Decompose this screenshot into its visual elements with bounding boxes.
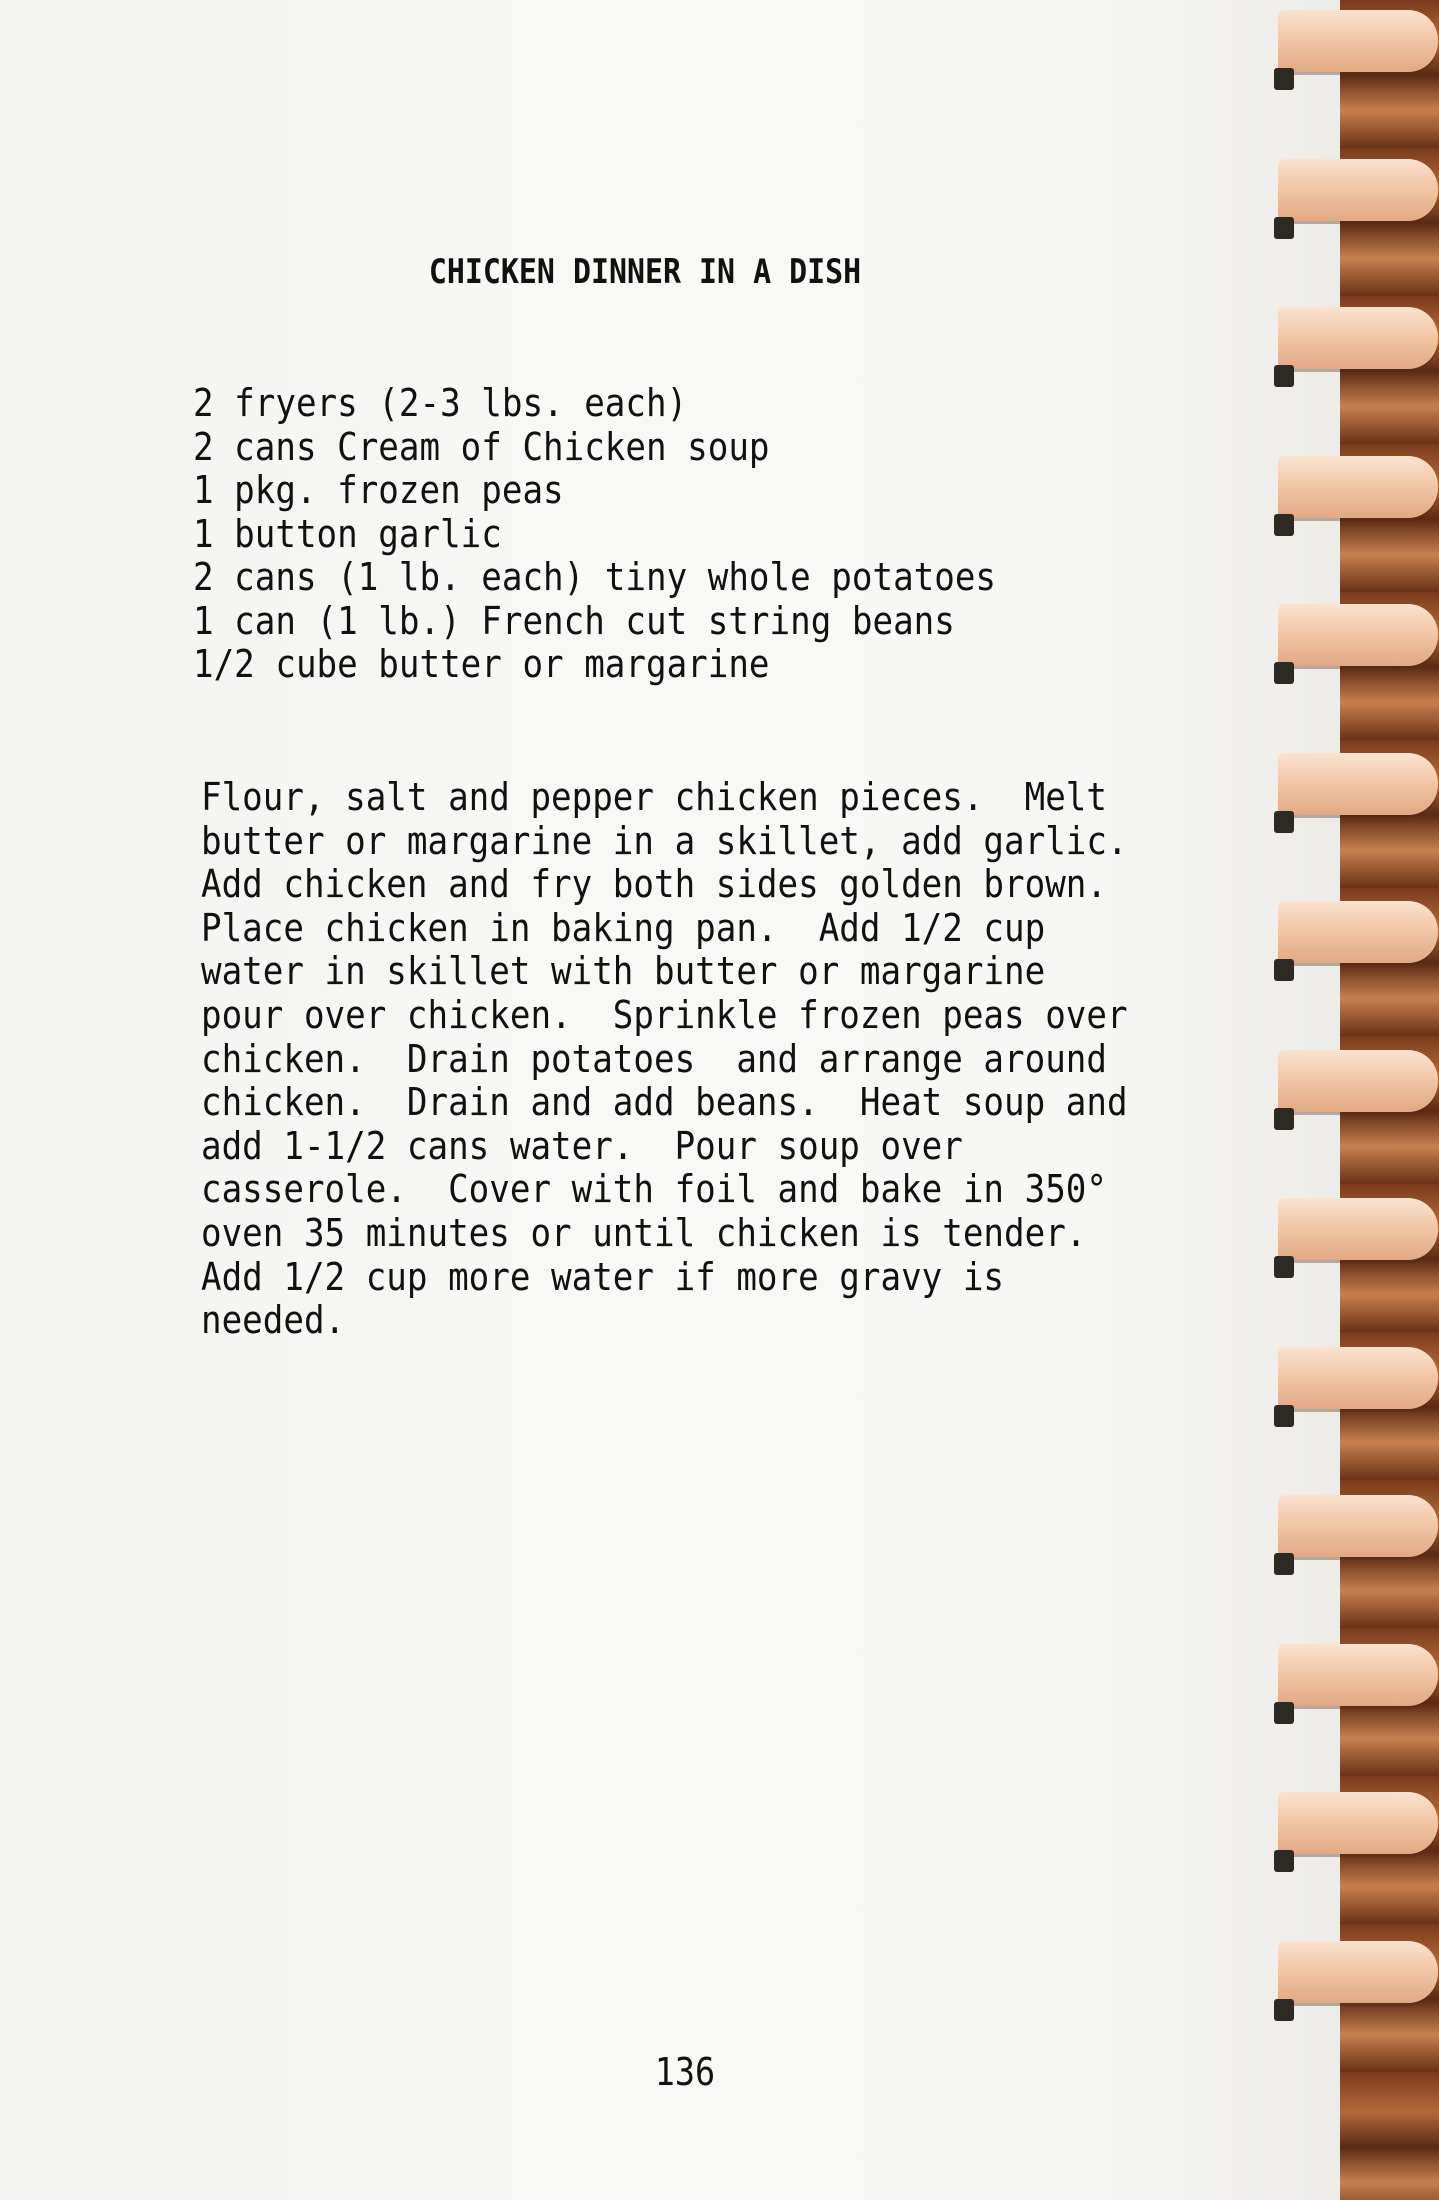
binding-ring: [1278, 753, 1438, 815]
binding-hole: [1274, 1553, 1294, 1575]
directions-line: Add 1/2 cup more water if more gravy is: [201, 1254, 1005, 1299]
binding-ring: [1278, 1347, 1438, 1409]
directions-line: Add chicken and fry both sides golden brown.: [201, 862, 1107, 907]
binding-hole: [1274, 1702, 1294, 1724]
directions-line: chicken. Drain and add beans. Heat soup and: [201, 1080, 1128, 1125]
binding-hole: [1274, 1256, 1294, 1278]
directions-line: Flour, salt and pepper chicken pieces. Melt: [201, 775, 1107, 819]
directions-paragraph: [201, 776, 1128, 1343]
binding-hole: [1274, 1405, 1294, 1427]
binding-hole: [1274, 217, 1294, 239]
ingredient-item: 1 button garlic: [193, 511, 502, 556]
binding-hole: [1274, 1999, 1294, 2021]
binding-ring: [1278, 307, 1438, 369]
ingredient-item: 2 cans (1 lb. each) tiny whole potatoes: [193, 555, 997, 599]
ingredient-item: 1 pkg. frozen peas: [193, 468, 564, 512]
ingredient-item: 1/2 cube butter or margarine: [193, 642, 770, 686]
ingredient-item: 1 can (1 lb.) French cut string beans: [193, 598, 955, 643]
binding-ring: [1278, 10, 1438, 72]
directions-line: butter or margarine in a skillet, add garlic.: [201, 818, 1128, 863]
binding-hole: [1274, 1850, 1294, 1872]
binding-hole: [1274, 68, 1294, 90]
binding-ring: [1278, 1941, 1438, 2003]
directions-line: casserole. Cover with foil and bake in 350°: [201, 1167, 1107, 1212]
recipe-title: CHICKEN DINNER IN A DISH: [428, 252, 862, 292]
binding-ring: [1278, 901, 1438, 963]
directions-line: water in skillet with butter or margarine: [201, 949, 1046, 994]
directions-line: Place chicken in baking pan. Add 1/2 cup: [201, 905, 1046, 950]
binding-hole: [1274, 514, 1294, 536]
directions-line: pour over chicken. Sprinkle frozen peas over: [201, 992, 1128, 1037]
binding-ring: [1278, 604, 1438, 666]
binding-hole: [1274, 811, 1294, 833]
ingredient-item: 2 fryers (2-3 lbs. each): [193, 381, 688, 425]
ingredient-item: 2 cans Cream of Chicken soup: [193, 424, 770, 469]
binding-ring: [1278, 159, 1438, 221]
binding-hole: [1274, 365, 1294, 387]
binding-ring: [1278, 1644, 1438, 1706]
binding-ring: [1278, 1050, 1438, 1112]
ingredient-list: [193, 382, 996, 687]
binding-hole: [1274, 662, 1294, 684]
binding-hole: [1274, 1108, 1294, 1130]
binding-ring: [1278, 1198, 1438, 1260]
binding-ring: [1278, 456, 1438, 518]
binding-ring: [1278, 1495, 1438, 1557]
directions-line: chicken. Drain potatoes and arrange around: [201, 1036, 1107, 1081]
directions-line: needed.: [201, 1298, 346, 1343]
binding-ring: [1278, 1792, 1438, 1854]
page-number: 136: [654, 2050, 716, 2094]
directions-line: oven 35 minutes or until chicken is tender.: [201, 1210, 1087, 1255]
directions-line: add 1-1/2 cans water. Pour soup over: [201, 1123, 963, 1168]
binding-hole: [1274, 959, 1294, 981]
spiral-binding-icon: [1260, 0, 1439, 2200]
